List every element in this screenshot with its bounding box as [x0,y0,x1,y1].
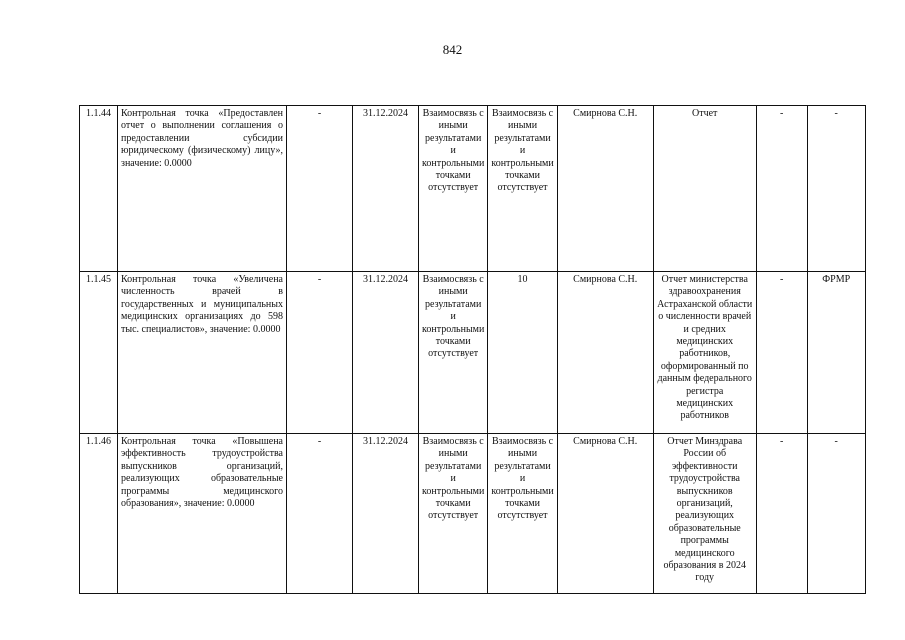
document-cell: Отчет [653,106,756,272]
control-point-name: Контрольная точка «Повышена эффективность трудоустройства выпускников организаций, реализующих образовательные программы медицинского образования», значение: 0.0000 [118,434,287,594]
column-9-cell: - [756,106,807,272]
table-row [80,272,866,434]
table-row [80,434,866,594]
page-number: 842 [442,42,463,57]
responsible-cell: Смирнова С.Н. [557,272,653,434]
start-date-cell: - [287,272,353,434]
row-number: 1.1.44 [80,106,118,272]
control-points-table [79,105,866,594]
column-9-cell: - [756,434,807,594]
relation-predecessor-cell: Взаимосвязь с иными результатами и контрольными точками отсутствует [419,272,488,434]
end-date-cell: 31.12.2024 [353,434,419,594]
control-point-name: Контрольная точка «Предоставлен отчет о выполнении соглашения о предоставлении субсидии юридическому (физическому) лицу», значение: 0.0000 [118,106,287,272]
column-9-cell: - [756,272,807,434]
start-date-cell: - [287,434,353,594]
relation-successor-cell: 10 [488,272,557,434]
end-date-cell: 31.12.2024 [353,106,419,272]
row-number: 1.1.45 [80,272,118,434]
table-row [80,106,866,272]
row-number: 1.1.46 [80,434,118,594]
relation-successor-cell: Взаимосвязь с иными результатами и контрольными точками отсутствует [488,434,557,594]
document-cell: Отчет Минздрава России об эффективности трудоустройства выпускников организаций, реализующих образовательные программы медицинского образования в 2024 году [653,434,756,594]
responsible-cell: Смирнова С.Н. [557,434,653,594]
start-date-cell: - [287,106,353,272]
end-date-cell: 31.12.2024 [353,272,419,434]
document-cell: Отчет министерства здравоохранения Астраханской области о численности врачей и средних медицинских работников, оформированный по данным федерального регистра медицинских работников [653,272,756,434]
control-point-name: Контрольная точка «Увеличена численность врачей в государственных и муниципальных медицинских организациях до 598 тыс. специалистов», значение: 0.0000 [118,272,287,434]
responsible-cell: Смирнова С.Н. [557,106,653,272]
information-system-cell: ФРМР [807,272,865,434]
relation-predecessor-cell: Взаимосвязь с иными результатами и контрольными точками отсутствует [419,434,488,594]
relation-predecessor-cell: Взаимосвязь с иными результатами и контрольными точками отсутствует [419,106,488,272]
information-system-cell: - [807,434,865,594]
relation-successor-cell: Взаимосвязь с иными результатами и контрольными точками отсутствует [488,106,557,272]
information-system-cell: - [807,106,865,272]
